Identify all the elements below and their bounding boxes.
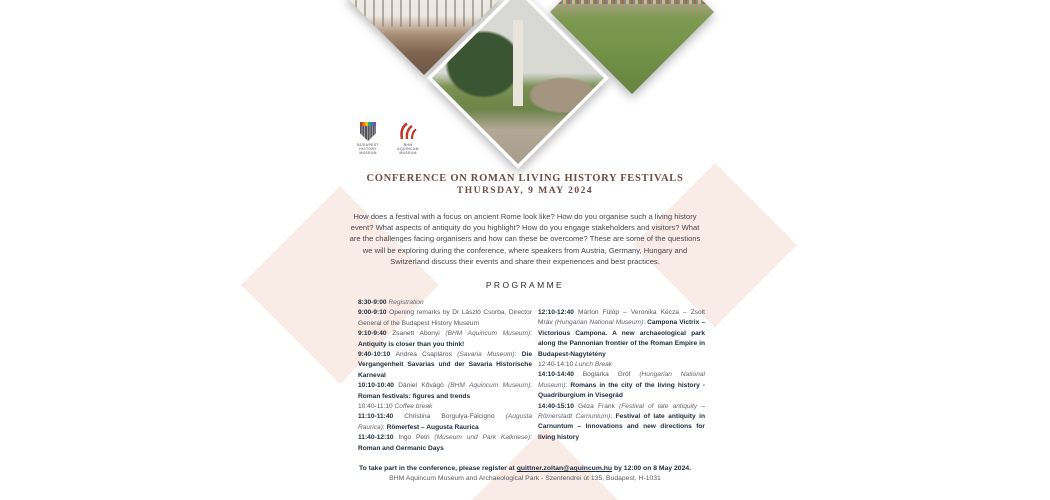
bhm-logo-caption: BUDAPEST HISTORY MUSEUM xyxy=(357,143,379,155)
bhm-shield-icon xyxy=(360,122,376,141)
title-block xyxy=(345,173,705,196)
flyer-content xyxy=(345,0,705,500)
registration-line xyxy=(345,464,705,474)
intro-paragraph: How does a festival with a focus on ancient Rome look like? How do you organise such a living history event? What aspects of antiquity do you highlight? How do you engage stakeholders and visitors? What are the challenges facing organisers and how can these be overcome? These are some of the questions we will be exploring during the conference, where speakers from Austria, Germany, Hungary and Switzerland discuss their events and share their experiences and best practices. xyxy=(349,212,701,266)
registration-email-link[interactable]: quittner.zoltan@aquincum.hu xyxy=(516,465,613,472)
aquincum-museum-logo xyxy=(393,122,423,155)
programme-entry: 11:40-12:10 Ingo Petri (Museum und Park Kalkriese): Roman and Germanic Days xyxy=(358,434,532,452)
budapest-history-museum-logo xyxy=(353,122,383,155)
programme-entry: 8:30-9:00 Registration xyxy=(358,299,424,306)
programme-entry: 12:40-14:10 Lunch Break xyxy=(538,361,613,369)
programme-entry: 14:40-15:10 Géza Frank (Festival of late antiquity – Römerstadt Carnuntum): Festival of late antiquity in Carnuntum – Innovations and new directions for living history xyxy=(538,402,705,441)
venue-address: BHM Aquincum Museum and Archaeological Park - Szentendrei út 135, Budapest, H-1031 xyxy=(389,475,661,482)
programme-entry: 9:40-10:10 Andrea Csapláros (Savaria Museum): Die Vergangenheit Savarias und der Savaria Historische Karneval xyxy=(358,351,532,379)
programme-entry: 10:10-10:40 Dániel Kővágó (BHM Aquincum Museum): Roman festivals: figures and trends xyxy=(358,382,532,400)
aquincum-logo-caption: BHM AQUINCUM MUSEUM xyxy=(397,143,419,155)
programme-column-morning xyxy=(358,298,532,454)
programme-entry: 9:00-9:10 Opening remarks by Dr László Csorba, Director General of the Budapest History Museum xyxy=(358,309,532,327)
programme-entry: 12:10-12:40 Márton Fülöp – Veronika Kécza – Zsolt Mráv (Hungarian National Museum): Campona Victrix – Victorious Campona. A new archaeological park along the Pannonian frontier of the Roman Empire in Budapest-Nagytétény xyxy=(538,309,705,358)
conference-title: CONFERENCE ON ROMAN LIVING HISTORY FESTIVALS xyxy=(366,173,684,184)
programme-entry: 11:10-11:40 Christina Borgulya-Falcigno (Augusta Raurica): Römerfest – Augusta Raurica xyxy=(358,413,533,431)
footer xyxy=(345,464,705,484)
programme-heading: PROGRAMME xyxy=(485,280,565,290)
programme-column-afternoon xyxy=(538,308,705,454)
conference-date: THURSDAY, 9 MAY 2024 xyxy=(456,186,594,196)
museum-logos xyxy=(353,122,423,155)
programme-entry: 9:10-9:40 Zsanett Abonyi (BHM Aquincum Museum): Antiquity is closer than you think! xyxy=(358,330,532,348)
programme-entry: 10:40-11:10 Coffee break xyxy=(358,403,433,411)
registration-text-suffix: by 12:00 on 8 May 2024. xyxy=(612,465,692,472)
programme-entry: 14:10-14:40 Boglárka Gróf (Hungarian National Museum): Romans in the city of the living history - Quadriburgium in Visegrád xyxy=(538,371,705,400)
registration-text-prefix: To take part in the conference, please register at xyxy=(358,465,517,472)
aquincum-fan-icon xyxy=(398,122,418,141)
programme-columns xyxy=(358,298,705,454)
